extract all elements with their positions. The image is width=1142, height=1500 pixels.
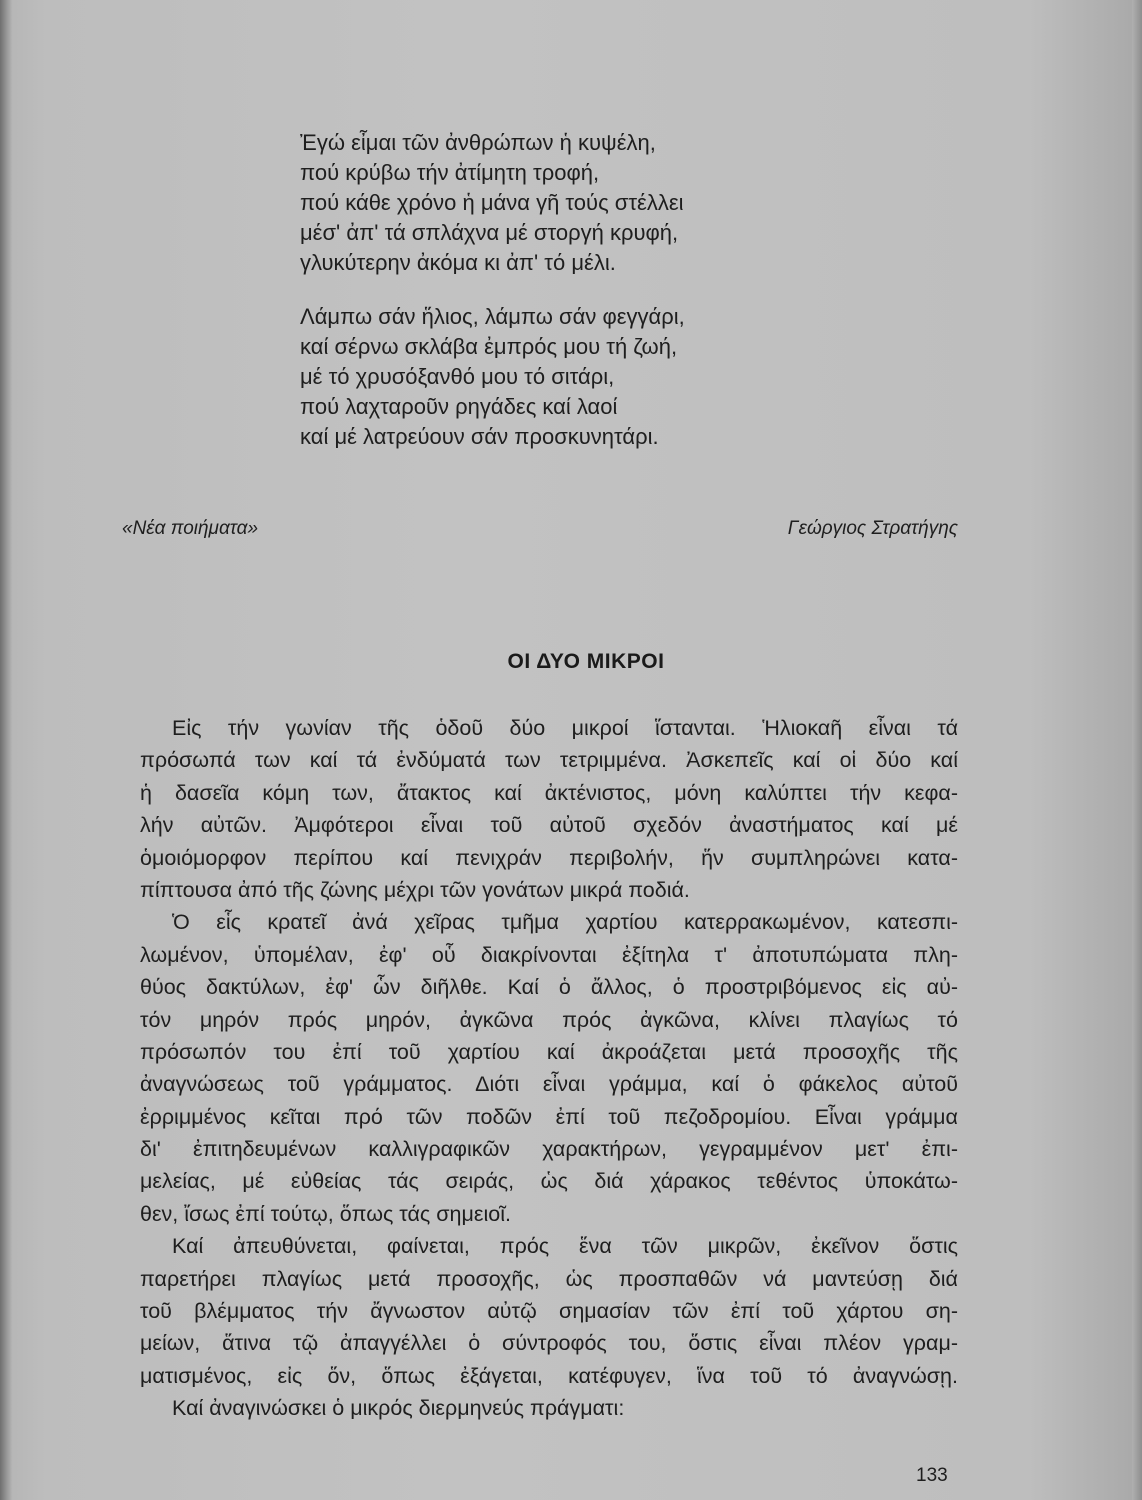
article-line: δι' ἐπιτηδευμένων καλλιγραφικῶν χαρακτήρων, γεγραμμένον μετ' ἐπι- [140,1137,958,1162]
page-number: 133 [916,1465,948,1486]
poem-author: Γεώργιος Στρατήγης [787,518,958,539]
article-line: Εἰς τήν γωνίαν τῆς ὁδοῦ δύο μικροί ἵστανται. Ἡλιοκαῆ εἶναι τά [172,716,958,740]
poem-line: γλυκύτερην ἀκόμα κι ἀπ' τό μέλι. [300,250,616,275]
poem-line: Ἐγώ εἶμαι τῶν ἀνθρώπων ἡ κυψέλη, [300,130,656,155]
poem-line: μέ τό χρυσόξανθό μου τό σιτάρι, [300,364,615,389]
article-line: ὁμοιόμορφον περίπου καί πενιχράν περιβολήν, ἥν συμπληρώνει κατα- [140,845,958,870]
article-line: ἀναγνώσεως τοῦ γράμματος. Διότι εἶναι γράμμα, καί ὁ φάκελος αὐτοῦ [140,1072,958,1097]
poem-line: μέσ' ἀπ' τά σπλάχνα μέ στοργή κρυφή, [300,220,679,245]
poem-line: πού κρύβω τήν ἀτίμητη τροφή, [300,160,600,185]
poem-stanza-2 [300,302,820,452]
article-line: παρετήρει πλαγίως μετά προσοχῆς, ὡς προσπαθῶν νά μαντεύσῃ διά [140,1266,958,1291]
poem-line: καί σέρνω σκλάβα ἐμπρός μου τή ζωή, [300,334,678,359]
article-line: Καί ἀπευθύνεται, φαίνεται, πρός ἕνα τῶν μικρῶν, ἐκεῖνον ὅστις [172,1234,958,1259]
article-line: πίπτουσα ἀπό τῆς ζώνης μέχρι τῶν γονάτων μικρά ποδιά. [140,877,690,902]
article-line: θεν, ἴσως ἐπί τούτῳ, ὅπως τάς σημειοῖ. [140,1201,511,1226]
article-line: τόν μηρόν πρός μηρόν, ἀγκῶνα πρός ἀγκῶνα, κλίνει πλαγίως τό [140,1007,958,1032]
article-line: ἡ δασεῖα κόμη των, ἄτακτος καί ἀκτένιστος, μόνη καλύπτει τήν κεφα- [140,780,958,805]
article-line: θύος δακτύλων, ἐφ' ὧν διῆλθε. Καί ὁ ἄλλος, ὁ προστριβόμενος εἰς αὐ- [140,975,958,1000]
article-line: ἐρριμμένος κεῖται πρό τῶν ποδῶν ἐπί τοῦ πεζοδρομίου. Εἶναι γράμμα [140,1104,958,1129]
article-line: λήν αὐτῶν. Ἀμφότεροι εἶναι τοῦ αὐτοῦ σχεδόν ἀναστήματος καί μέ [140,813,958,838]
page-edge-shadow [1132,0,1142,1500]
article-title: ΟΙ ΔΥΟ ΜΙΚΡΟΙ [507,650,665,673]
article-line: τοῦ βλέμματος τήν ἄγνωστον αὐτῷ σημασίαν τῶν ἐπί τοῦ χάρτου ση- [140,1299,958,1324]
article-line: μείων, ἅτινα τῷ ἀπαγγέλλει ὁ σύντροφός του, ὅστις εἶναι πλέον γραμ- [140,1331,958,1356]
poem-line: πού κάθε χρόνο ἡ μάνα γῆ τούς στέλλει [300,190,684,215]
article-line: πρόσωπόν του ἐπί τοῦ χαρτίου καί ἀκροάζεται μετά προσοχῆς τῆς [140,1039,958,1064]
article-line: Καί ἀναγινώσκει ὁ μικρός διερμηνεύς πράγματι: [172,1396,625,1421]
article-line: μελείας, μέ εὐθείας τάς σειράς, ὡς διά χάρακος τεθέντος ὑποκάτω- [140,1169,958,1194]
article-line: Ὁ εἷς κρατεῖ ἀνά χεῖρας τμῆμα χαρτίου κατερρακωμένον, κατεσπι- [172,910,958,935]
poem [300,128,820,452]
poem-source: «Νέα ποιήματα» [122,518,259,539]
article-line: πρόσωπά των καί τά ἐνδύματά των τετριμμένα. Ἀσκεπεῖς καί οἱ δύο καί [140,748,958,773]
page-gutter-shadow [0,0,12,1500]
poem-line: πού λαχταροῦν ρηγάδες καί λαοί [300,394,618,419]
poem-line: Λάμπω σάν ἥλιος, λάμπω σάν φεγγάρι, [300,304,685,329]
article-line: ματισμένος, εἰς ὅν, ὅπως ἐξάγεται, κατέφυγεν, ἵνα τοῦ τό ἀναγνώσῃ. [140,1363,958,1388]
poem-line: καί μέ λατρεύουν σάν προσκυνητάρι. [300,424,659,449]
article-body [140,712,958,1425]
article-line: λωμένον, ὑπομέλαν, ἐφ' οὗ διακρίνονται ἐξίτηλα τ' ἀποτυπώματα πλη- [140,942,958,967]
poem-stanza-1 [300,128,820,278]
